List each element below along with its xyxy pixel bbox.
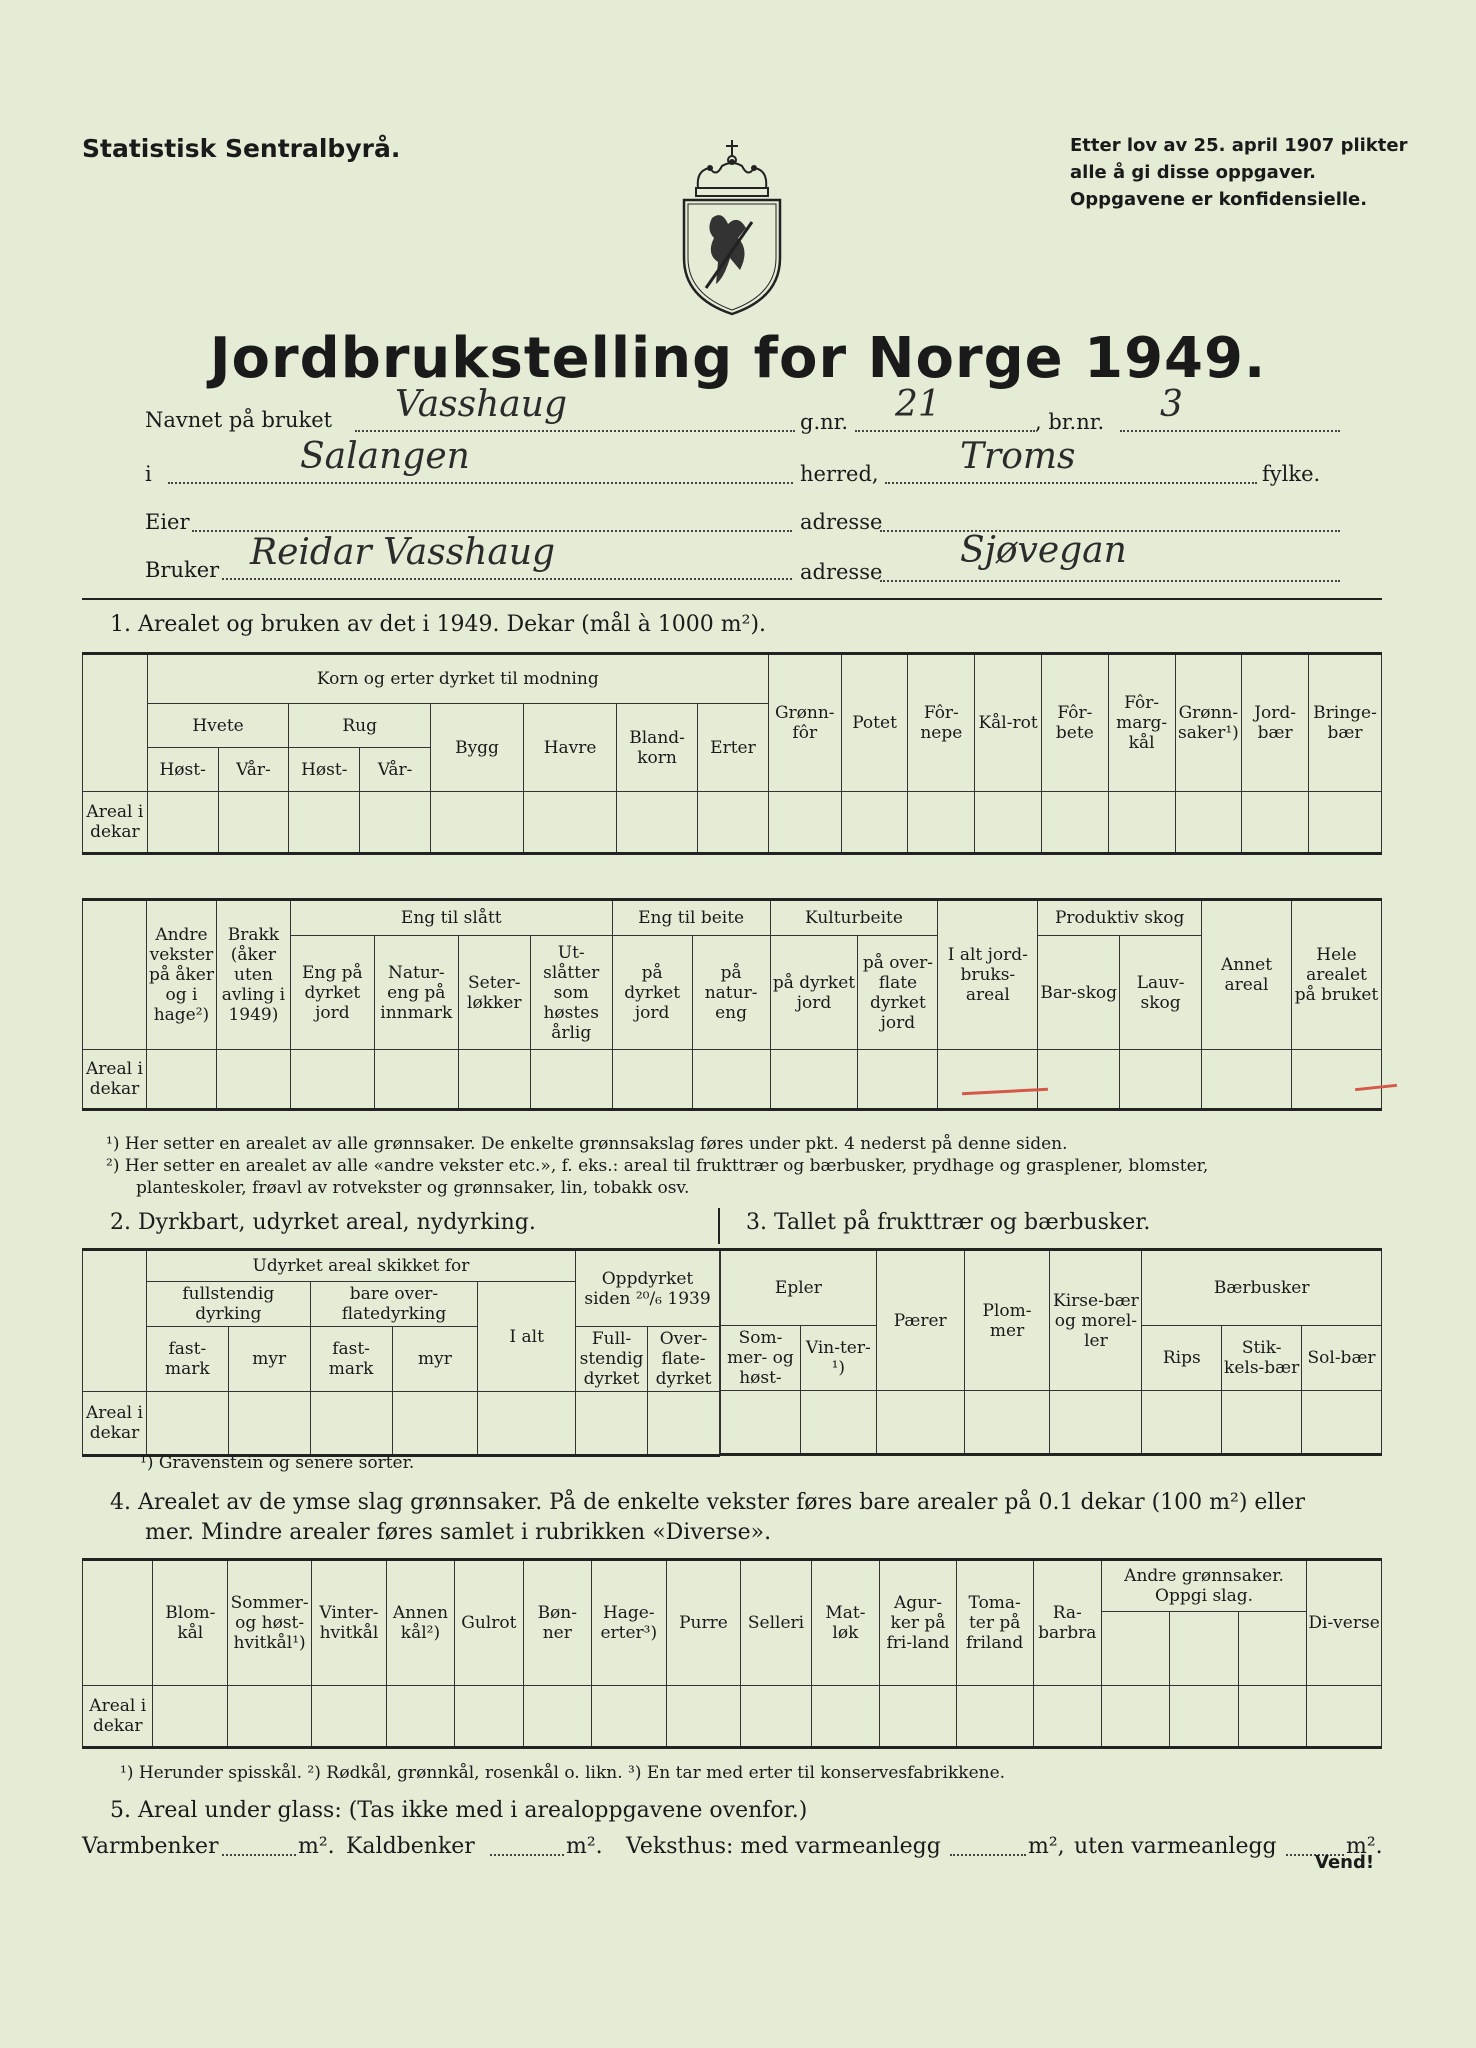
input-cell[interactable] [216,1050,290,1110]
input-cell[interactable] [1142,1391,1222,1455]
input-cell[interactable] [811,1686,879,1748]
col-utslatter: Ut-slåtter som høstes årlig [530,936,612,1050]
input-cell[interactable] [692,1050,770,1110]
col-hvete-var: Vår- [218,748,289,792]
input-cell[interactable] [768,792,841,854]
input-cell[interactable] [147,792,218,854]
input-cell[interactable] [289,792,360,854]
notice-line-1: Etter lov av 25. april 1907 plikter [1070,135,1408,156]
grain-group-header: Korn og erter dyrket til modning [147,654,768,704]
col-diverse: Di-verse [1307,1560,1382,1686]
col-forbete: Fôr-bete [1041,654,1108,792]
input-cell[interactable] [1101,1686,1169,1748]
input-cell[interactable] [741,1686,811,1748]
section4-heading-cont: mer. Mindre arealer føres samlet i rubrikken «Diverse». [145,1520,772,1545]
col-veg-8: Selleri [741,1560,811,1686]
input-cell[interactable] [956,1686,1033,1748]
table-uncultivated [82,1248,720,1457]
input-cell[interactable] [392,1392,478,1456]
input-cell[interactable] [721,1391,801,1455]
input-cell[interactable] [228,1686,312,1748]
col-barskog: Bar-skog [1038,936,1120,1050]
bruker-value[interactable]: Reidar Vasshaug [250,532,556,573]
input-cell[interactable] [386,1686,454,1748]
col-stikkelsbaer: Stik-kels-bær [1222,1326,1302,1391]
input-cell[interactable] [648,1392,720,1456]
col-fullstendig: fullstendig dyrking [146,1282,310,1327]
label-veksthus: Veksthus: med varmeanlegg [626,1834,941,1859]
input-cell[interactable] [841,792,908,854]
notice-line-2: alle å gi disse oppgaver. [1070,162,1316,183]
col-i-alt: I alt jord-bruks-areal [938,900,1038,1050]
col-hvete: Hvete [147,704,289,748]
unit: m², [1028,1834,1065,1859]
col-rug-host: Høst- [289,748,360,792]
herred-label: herred, [800,462,879,486]
col-veg-3: Annen kål²) [386,1560,454,1686]
row-label: Areal i dekar [83,1050,147,1110]
col-andre-vekster: Andre vekster på åker og i hage²) [146,900,216,1050]
i-label: i [145,462,152,486]
herred-value[interactable]: Salangen [300,436,470,477]
col-overflate-dyrket: Over-flate-dyrket [648,1327,720,1392]
col-rug-var: Vår- [360,748,431,792]
col-veg-9: Mat-løk [811,1560,879,1686]
input-cell[interactable] [858,1050,938,1110]
section3-heading: 3. Tallet på frukttrær og bærbusker. [746,1210,1151,1235]
input-cell[interactable] [146,1050,216,1110]
group-epler: Epler [721,1250,877,1326]
col-veg-4: Gulrot [455,1560,523,1686]
group-udyrket: Udyrket areal skikket for [146,1250,575,1282]
input-cell[interactable] [1302,1391,1382,1455]
input-cell[interactable] [591,1686,666,1748]
input-cell[interactable] [1175,792,1242,854]
input-cell[interactable] [666,1686,741,1748]
table-land-use [82,898,1382,1111]
col-gronnfor: Grønn-fôr [768,654,841,792]
col-veg-2: Vinter-hvitkål [312,1560,387,1686]
input-cell[interactable] [1170,1686,1238,1748]
label-kaldbenker: Kaldbenker [346,1834,475,1859]
fylke-value[interactable]: Troms [960,436,1076,477]
input-cell[interactable] [1050,1391,1142,1455]
footnote-gravenstein: ¹) Gravenstein og senere sorter. [140,1453,415,1473]
col-fornepe: Fôr-nepe [908,654,975,792]
input-cell[interactable] [524,792,617,854]
input-cell[interactable] [908,792,975,854]
col-gronnsaker: Grønn-saker¹) [1175,654,1242,792]
table-fruit-trees [720,1248,1382,1456]
input-cell[interactable] [374,1050,458,1110]
notice-line-3: Oppgavene er konfidensielle. [1070,189,1368,210]
form-title: Jordbrukstelling for Norge 1949. [209,326,1267,391]
input-cell[interactable] [612,1050,692,1110]
col-plommer: Plom-mer [964,1250,1050,1391]
section1-heading: 1. Arealet og bruken av det i 1949. Dekar (mål à 1000 m²). [110,612,767,637]
input-cell[interactable] [228,1392,310,1456]
input-cell[interactable] [523,1686,591,1748]
input-cell[interactable] [146,1392,228,1456]
input-veksthus-varme[interactable] [950,1854,1026,1856]
col-brakk: Brakk (åker uten avling i 1949) [216,900,290,1050]
group-eng-beite: Eng til beite [612,900,770,936]
input-cell[interactable] [617,792,698,854]
input-cell[interactable] [938,1050,1038,1110]
input-cell[interactable] [770,1050,858,1110]
col-veg-11: Toma-ter på friland [956,1560,1033,1686]
input-cell[interactable] [576,1392,648,1456]
row-label: Areal i dekar [83,1686,153,1748]
col-seter: Seter-løkker [458,936,530,1050]
input-cell[interactable] [1033,1686,1101,1748]
footnote-2: ²) Her setter en arealet av alle «andre vekster etc.», f. eks.: areal til frukttrær og bærbusker, prydhage og grasplener, blomster, [106,1156,1209,1176]
table-crops [82,652,1382,855]
col-kb-dyrket: på dyrket jord [770,936,858,1050]
input-cell[interactable] [312,1686,387,1748]
col-myr: myr [228,1327,310,1392]
input-cell[interactable] [1291,1050,1381,1110]
section2-heading: 2. Dyrkbart, udyrket areal, nydyrking. [110,1210,536,1235]
col-eng-dyrket: Eng på dyrket jord [290,936,374,1050]
fylke-label: fylke. [1262,462,1321,486]
label-varmbenker: Varmbenker [82,1834,219,1859]
col-formargkal: Fôr-marg-kål [1108,654,1175,792]
coat-of-arms-icon [676,138,788,316]
table-vegetables [82,1558,1382,1749]
bruker-adresse-label: adresse [800,560,883,584]
col-havre: Havre [524,704,617,792]
input-cell[interactable] [1101,1612,1169,1686]
footnote-vegetables: ¹) Herunder spisskål. ²) Rødkål, grønnkål, rosenkål o. likn. ³) En tar med erter til konservesfabrikkene. [120,1763,1006,1783]
input-cell[interactable] [1120,1050,1202,1110]
unit: m². [1346,1834,1383,1859]
bruker-adresse-value[interactable]: Sjøvegan [960,530,1127,571]
col-sommer-host: Som-mer- og høst- [721,1326,801,1391]
input-kaldbenker[interactable] [490,1854,564,1856]
eier-label: Eier [145,510,190,534]
col-bygg: Bygg [430,704,523,792]
input-cell[interactable] [290,1050,374,1110]
input-cell[interactable] [880,1686,957,1748]
section5-heading: 5. Areal under glass: (Tas ikke med i arealoppgavene ovenfor.) [110,1798,808,1823]
input-cell[interactable] [876,1391,964,1455]
row-label: Areal i dekar [83,1392,147,1456]
farm-name-label: Navnet på bruket [145,408,333,432]
group-baerbusker: Bærbusker [1142,1250,1382,1326]
col-veg-0: Blom-kål [153,1560,228,1686]
col-paerer: Pærer [876,1250,964,1391]
col-fullstendig-dyrket: Full-stendig dyrket [576,1327,648,1392]
input-varmbenker[interactable] [222,1854,296,1856]
col-potet: Potet [841,654,908,792]
col-beite-natur: på natur-eng [692,936,770,1050]
col-hele: Hele arealet på bruket [1291,900,1381,1050]
gnr-label: g.nr. [800,410,849,434]
col-i-alt: I alt [478,1282,576,1392]
col-kalrot: Kål-rot [975,654,1042,792]
group-skog: Produktiv skog [1038,900,1202,936]
input-cell[interactable] [1307,1686,1382,1748]
col-fastmark: fast-mark [310,1327,392,1392]
bruker-label: Bruker [145,558,220,582]
brnr-value[interactable]: 3 [1160,384,1183,425]
input-cell[interactable] [478,1392,576,1456]
input-cell[interactable] [1038,1050,1120,1110]
legal-notice [1070,132,1408,213]
input-cell[interactable] [1238,1612,1306,1686]
input-cell[interactable] [964,1391,1050,1455]
agency-name: Statistisk Sentralbyrå. [82,134,401,163]
input-cell[interactable] [458,1050,530,1110]
input-cell[interactable] [698,792,769,854]
group-oppdyrket: Oppdyrket siden ²⁰/₆ 1939 [576,1250,720,1327]
col-veg-1: Sommer-og høst-hvitkål¹) [228,1560,312,1686]
col-myr: myr [392,1327,478,1392]
gnr-value[interactable]: 21 [895,384,941,425]
input-cell[interactable] [153,1686,228,1748]
input-cell[interactable] [1309,792,1382,854]
col-naturens: Natur-eng på innmark [374,936,458,1050]
input-cell[interactable] [1170,1612,1238,1686]
turn-page-note: Vend! [1315,1852,1375,1873]
col-hvete-host: Høst- [147,748,218,792]
col-rips: Rips [1142,1326,1222,1391]
input-cell[interactable] [1202,1050,1292,1110]
farm-name-value[interactable]: Vasshaug [395,384,567,425]
col-jordbaer: Jord-bær [1242,654,1309,792]
group-andre-gronnsaker: Andre grønnsaker. Oppgi slag. [1101,1560,1306,1612]
col-veg-12: Ra-barbra [1033,1560,1101,1686]
input-cell[interactable] [1222,1391,1302,1455]
col-solbaer: Sol-bær [1302,1326,1382,1391]
input-cell[interactable] [360,792,431,854]
brnr-label: , br.nr. [1035,410,1105,434]
label-uten-varme: uten varmeanlegg [1074,1834,1277,1859]
input-cell[interactable] [530,1050,612,1110]
col-annet: Annet areal [1202,900,1292,1050]
col-bare-overflate: bare over-flatedyrking [310,1282,478,1327]
input-cell[interactable] [1238,1686,1306,1748]
group-eng-slatt: Eng til slått [290,900,612,936]
input-cell[interactable] [218,792,289,854]
footnote-1: ¹) Her setter en arealet av alle grønnsaker. De enkelte grønnsakslag føres under pkt. 4 nederst på denne siden. [106,1134,1068,1154]
col-bringebaer: Bringe-bær [1309,654,1382,792]
col-kirsebaer: Kirse-bær og morel-ler [1050,1250,1142,1391]
col-erter: Erter [698,704,769,792]
eier-adresse-label: adresse [800,510,883,534]
unit: m². [566,1834,603,1859]
unit: m². [298,1834,335,1859]
section4-heading: 4. Arealet av de ymse slag grønnsaker. På de enkelte vekster føres bare arealer på 0.1 dekar (100 m²) eller [110,1490,1306,1515]
col-veg-6: Hage-erter³) [591,1560,666,1686]
col-beite-dyrket: på dyrket jord [612,936,692,1050]
input-cell[interactable] [800,1391,876,1455]
col-rug: Rug [289,704,431,748]
input-cell[interactable] [1242,792,1309,854]
input-cell[interactable] [1108,792,1175,854]
col-vinter: Vin-ter-¹) [800,1326,876,1391]
footnote-2-cont: planteskoler, frøavl av rotvekster og grønnsaker, lin, tobakk osv. [136,1178,690,1198]
col-lauvskog: Lauv-skog [1120,936,1202,1050]
group-kulturbeite: Kulturbeite [770,900,938,936]
col-blandkorn: Bland-korn [617,704,698,792]
col-veg-7: Purre [666,1560,741,1686]
input-cell[interactable] [430,792,523,854]
col-veg-10: Agur-ker på fri-land [880,1560,957,1686]
input-cell[interactable] [455,1686,523,1748]
input-cell[interactable] [975,792,1042,854]
col-fastmark: fast-mark [146,1327,228,1392]
input-cell[interactable] [1041,792,1108,854]
input-cell[interactable] [310,1392,392,1456]
col-kb-overflate: på over-flate dyrket jord [858,936,938,1050]
row-label: Areal i dekar [83,792,148,854]
col-veg-5: Bøn-ner [523,1560,591,1686]
